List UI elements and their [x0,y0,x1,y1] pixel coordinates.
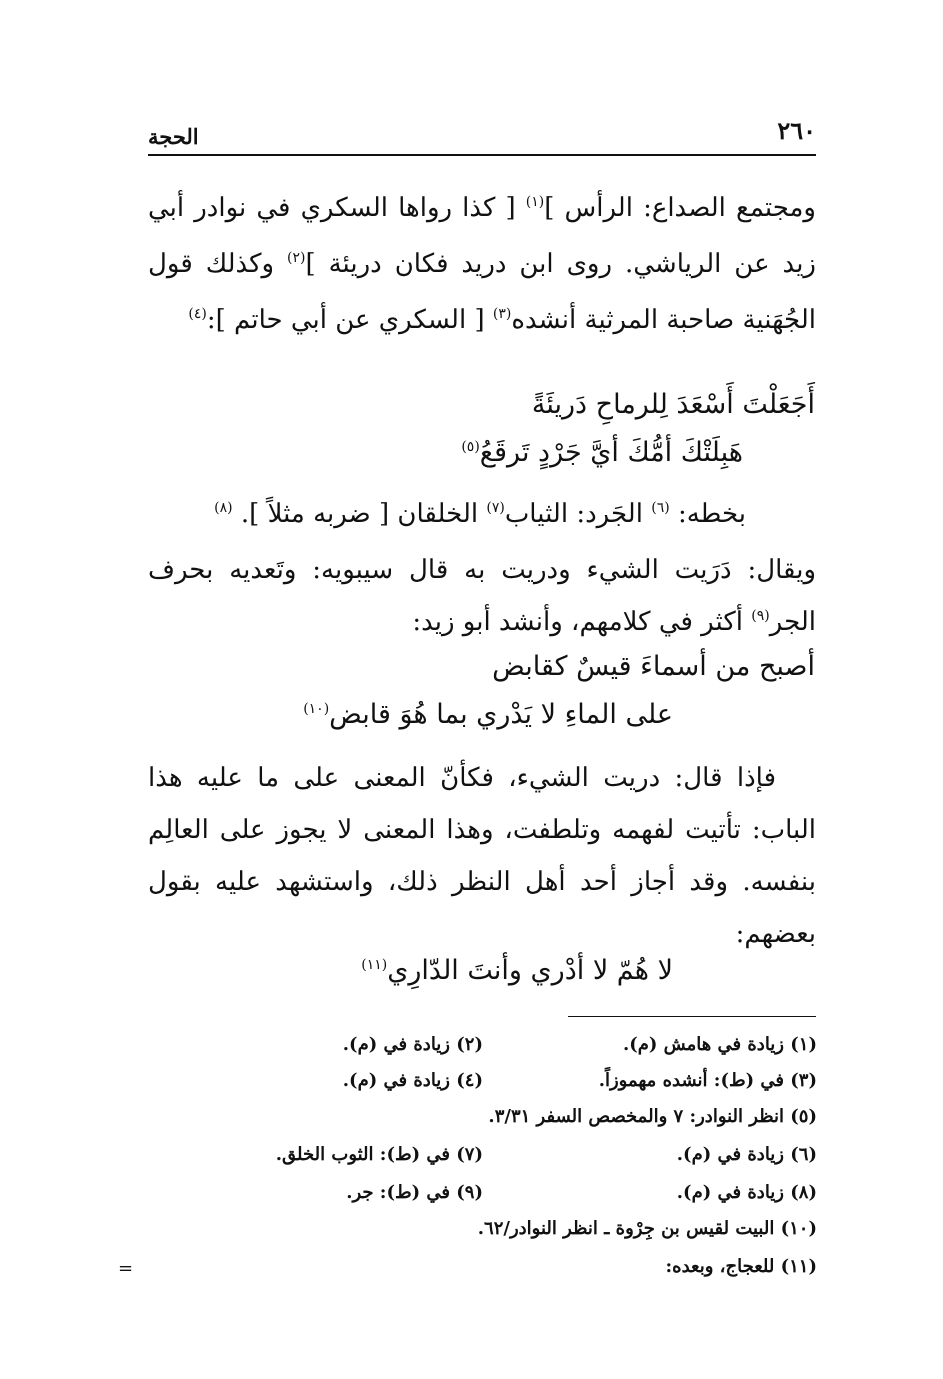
footnote-ref-2: (٢) [287,250,306,266]
paragraph-discussion-text: فإذا قال: دريت الشيء، فكأنّ المعنى على ما عليه هذا الباب: تأتيت لفهمه وتلطفت، وهذا المعنى لا يجوز على العالِم بنفسه. وقد أجاز أحد أهل النظر ذلك، واستشهد عليه بقول بعضهم: [148,763,816,949]
paragraph-intro-text-4: [ السكري عن أبي حاتم ]: [206,305,493,335]
paragraph-intro-text-1: ومجتمع الصداع: الرأس ] [544,193,816,223]
footnote-11: (١١) للعجاج، وبعده: [665,1256,817,1277]
paragraph-explanation-text-1: بخطه: [669,499,746,529]
paragraph-intro [148,182,816,350]
verse-1-line-2 [461,428,743,482]
paragraph-explanation-text-4: ويقال: دَرَيت الشيء ودريت به قال سيبويه: وتَعديه بحرف الجر [148,555,816,637]
paragraph-explanation-text-2: الجَرد: الثياب [504,499,652,529]
page-header [148,112,816,154]
footnote-5: (٥) انظر النوادر: ٧ والمخصص السفر ٣/٣١. [488,1106,817,1127]
verse-3-line-1-text: لا هُمّ لا أدْري وأنتَ الدّارِي [387,955,673,986]
margin-mark: = [118,1258,134,1279]
footnote-6: (٦) زيادة في (م). [676,1144,817,1165]
footnote-ref-8: (٨) [214,500,233,516]
page-number: ٢٦٠ [777,116,816,145]
footnote-ref-4: (٤) [188,306,207,322]
footnote-10: (١٠) البيت لقيس بن جِرْوة ـ انظر النوادر/٦٢. [477,1218,817,1239]
verse-1-line-1: أَجَعَلْتَ أَسْعَدَ لِلرماحِ دَريئَةً [531,389,815,420]
footnote-ref-11: (١١) [361,957,388,973]
paragraph-discussion [148,752,816,960]
verse-2-line-1: أصبح من أسماءَ قيسٌ كقابض [492,651,815,682]
paragraph-intro-text-2: [ كذا رواها السكري في نوادر أبي زيد عن الرياشي. روى ابن دريد فكان دريئة ] [148,193,816,279]
footnote-9: (٩) في (ط): جر. [346,1182,483,1203]
running-title: الحجة [148,124,199,149]
footnote-ref-10: (١٠) [303,701,330,717]
footnote-7: (٧) في (ط): الثوب الخلق. [275,1144,483,1165]
footnotes-separator [568,1016,816,1017]
verse-2-line-2-text: على الماءِ لا يَدْري بما هُوَ قابض [329,699,673,730]
paragraph-explanation-text-5: أكثر في كلامهم، وأنشد أبو زيد: [412,607,752,637]
verse-3-line-1 [361,946,673,1000]
verse-1-line-2-text: هَبِلَتْكَ أمُّكَ أيَّ جَرْدٍ تَرقَعُ [479,437,743,468]
paragraph-explanation [148,488,816,652]
paragraph-intro-text-3: وكذلك قول الجُهَنية صاحبة المرثية أنشده [148,249,816,335]
footnote-ref-7: (٧) [486,500,505,516]
footnote-1: (١) زيادة في هامش (م). [622,1034,817,1055]
footnote-ref-6: (٦) [651,500,670,516]
footnote-4: (٤) زيادة في (م). [342,1070,483,1091]
footnote-2: (٢) زيادة في (م). [342,1034,483,1055]
footnote-ref-1: (١) [525,194,545,210]
footnote-ref-9: (٩) [751,608,770,624]
header-rule [148,154,816,156]
paragraph-explanation-text-3: الخلقان [ ضربه مثلاً ]. [232,499,487,529]
footnote-3: (٣) في (ط): أنشده مهموزاً. [598,1070,817,1091]
footnote-ref-3: (٣) [492,306,512,322]
verse-2-line-2 [303,690,673,744]
footnote-8: (٨) زيادة في (م). [676,1182,817,1203]
footnote-ref-5: (٥) [461,439,480,455]
